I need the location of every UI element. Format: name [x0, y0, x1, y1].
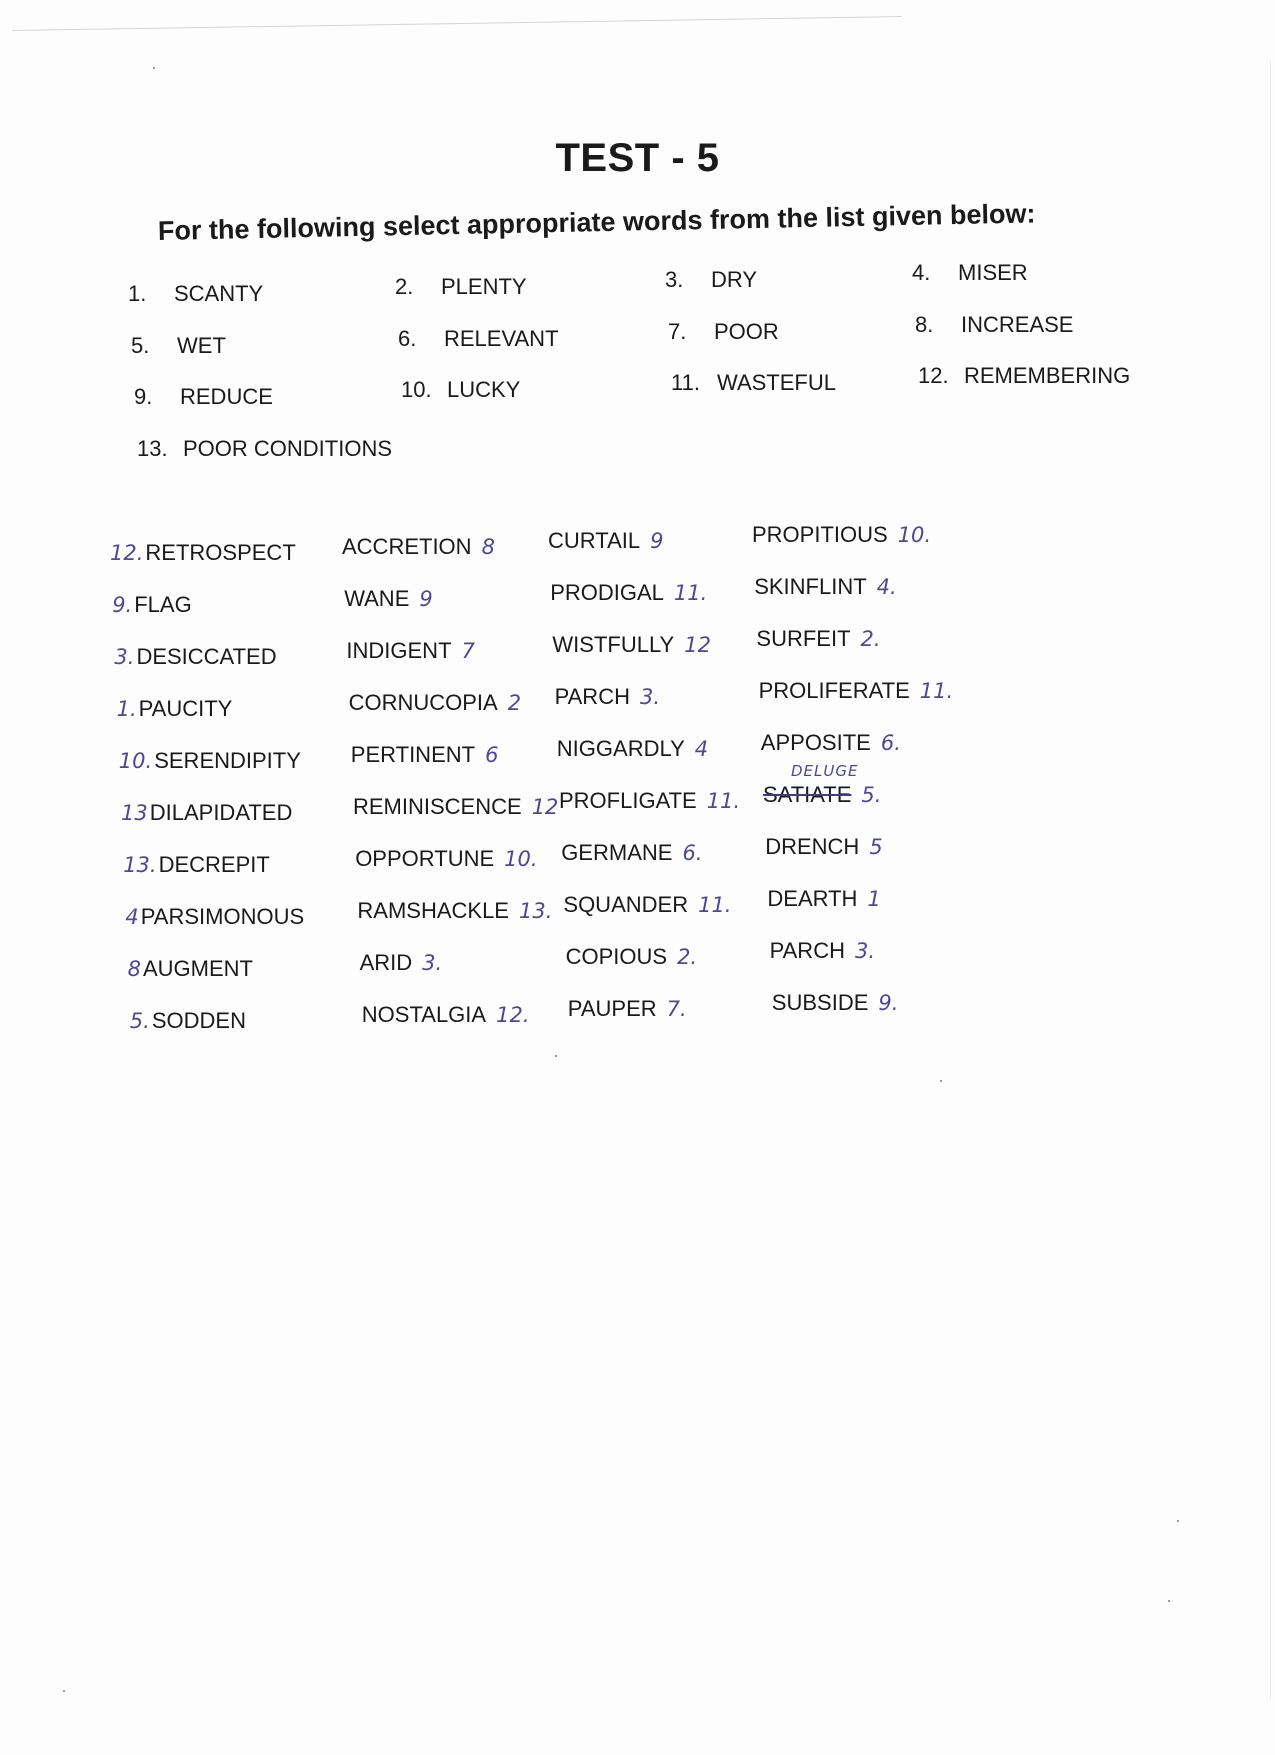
- handwritten-answer: 12.: [496, 1003, 530, 1027]
- match-word: DEARTH: [767, 886, 858, 911]
- handwritten-answer: 6.: [880, 731, 901, 755]
- match-row: [119, 748, 301, 774]
- handwritten-answer: 11.: [706, 789, 741, 813]
- match-word: CORNUCOPIA: [348, 690, 498, 715]
- match-word: FLAG: [134, 592, 192, 617]
- match-row: [555, 684, 660, 710]
- handwritten-answer: 5.: [861, 783, 882, 807]
- match-row: [128, 956, 253, 982]
- match-row: [765, 834, 883, 860]
- match-word: WISTFULLY: [552, 632, 675, 657]
- match-word: SODDEN: [151, 1008, 246, 1033]
- match-row: [754, 574, 897, 600]
- match-row: [117, 696, 233, 722]
- scan-speck: [1168, 1600, 1170, 1602]
- handwritten-answer: 10.: [897, 523, 932, 547]
- key-item-word: WET: [177, 333, 226, 358]
- match-row: [772, 990, 899, 1016]
- match-row: [346, 638, 475, 664]
- match-row: [770, 938, 875, 964]
- match-word: REMINISCENCE: [353, 794, 522, 819]
- key-item-number: 7.: [668, 319, 687, 344]
- scan-speck: [63, 1690, 65, 1692]
- match-row: [557, 736, 708, 762]
- match-word: SURFEIT: [756, 626, 851, 651]
- handwritten-answer: 10.: [504, 847, 538, 871]
- scan-speck: [153, 67, 155, 69]
- handwritten-answer: 9.: [112, 593, 133, 617]
- match-word: GERMANE: [561, 840, 673, 865]
- match-word: NOSTALGIA: [361, 1002, 487, 1027]
- handwritten-answer: 1: [867, 887, 881, 911]
- match-word: AUGMENT: [142, 956, 253, 981]
- match-row: [123, 852, 270, 878]
- match-word: INDIGENT: [346, 638, 452, 663]
- key-item-word: MISER: [958, 260, 1028, 285]
- match-word: PROPITIOUS: [752, 522, 888, 547]
- match-row: [121, 800, 292, 826]
- match-row: [548, 528, 663, 554]
- match-row: [353, 794, 558, 820]
- match-row: [355, 846, 537, 872]
- match-word: DECREPIT: [158, 852, 270, 877]
- match-word: DILAPIDATED: [149, 800, 293, 825]
- handwritten-answer: 13.: [518, 899, 553, 923]
- key-item-word: REMEMBERING: [964, 363, 1131, 388]
- handwritten-answer: 2.: [677, 945, 698, 969]
- handwritten-answer: 12: [531, 795, 559, 819]
- scan-speck: [940, 1080, 942, 1082]
- match-word: DESICCATED: [136, 644, 277, 669]
- key-item-number: 10.: [401, 377, 432, 402]
- match-word: PARCH: [554, 684, 630, 709]
- match-row: [759, 678, 954, 704]
- handwritten-answer: 12: [684, 633, 711, 657]
- handwritten-answer: 9.: [878, 991, 899, 1015]
- key-item-number: 5.: [131, 333, 150, 358]
- match-row: [342, 534, 495, 560]
- match-word: NIGGARDLY: [556, 736, 685, 761]
- match-word: PAUCITY: [138, 696, 233, 721]
- match-row: [351, 742, 499, 768]
- key-item-word: SCANTY: [174, 281, 264, 306]
- match-row: [125, 904, 304, 930]
- handwritten-answer: 13: [121, 801, 148, 825]
- match-word: PARCH: [769, 938, 845, 963]
- match-word: PROLIFERATE: [758, 678, 910, 703]
- instructions: For the following select appropriate words from the list given below:: [157, 198, 1036, 246]
- key-item-number: 12.: [918, 363, 949, 388]
- handwritten-answer: 4: [125, 905, 139, 929]
- handwritten-answer: 4: [694, 737, 709, 761]
- match-row: [114, 644, 276, 670]
- key-item-word: REDUCE: [180, 384, 273, 409]
- match-row: [130, 1008, 246, 1034]
- handwritten-answer: 3.: [114, 645, 135, 669]
- match-row: [568, 996, 687, 1022]
- match-row: [767, 886, 880, 912]
- key-item-number: 4.: [912, 260, 931, 285]
- match-row: [763, 782, 881, 808]
- key-item-word: POOR CONDITIONS: [183, 436, 393, 461]
- match-word: RAMSHACKLE: [357, 898, 509, 923]
- handwritten-answer: 3.: [854, 939, 876, 963]
- key-item-word: DRY: [711, 267, 758, 292]
- match-row: [110, 540, 296, 566]
- match-row: [756, 626, 880, 652]
- match-row: [566, 944, 698, 970]
- key-item-word: LUCKY: [447, 377, 521, 402]
- key-item-number: 11.: [671, 370, 700, 395]
- handwritten-answer: 7: [461, 639, 475, 663]
- handwritten-answer: 5: [869, 835, 883, 859]
- match-word: WANE: [344, 586, 410, 611]
- key-item-word: POOR: [714, 319, 779, 344]
- match-word: PERTINENT: [350, 742, 476, 767]
- handwritten-answer: 8: [481, 535, 495, 559]
- key-item-word: INCREASE: [961, 312, 1074, 337]
- handwritten-answer: 6.: [682, 841, 703, 865]
- match-word: PARSIMONOUS: [140, 904, 305, 929]
- key-item-number: 6.: [398, 326, 417, 351]
- match-word: CURTAIL: [548, 528, 641, 553]
- match-word: RETROSPECT: [145, 540, 296, 565]
- match-word: PROFLIGATE: [559, 788, 697, 813]
- page-title: TEST - 5: [555, 136, 720, 180]
- match-row: [357, 898, 552, 924]
- handwritten-answer: 3.: [639, 685, 661, 709]
- key-item-number: 2.: [395, 274, 414, 299]
- key-item-word: WASTEFUL: [717, 370, 836, 395]
- match-row: [550, 580, 707, 606]
- handwritten-answer: 4.: [876, 575, 897, 599]
- handwritten-answer: 2.: [860, 627, 881, 651]
- key-item-number: 1.: [128, 281, 147, 306]
- match-row: [349, 690, 522, 716]
- key-item-word: RELEVANT: [444, 326, 559, 351]
- handwritten-answer: 2: [507, 691, 522, 715]
- match-row: [559, 788, 740, 814]
- match-row: [362, 1002, 530, 1028]
- handwritten-answer: 5.: [129, 1009, 150, 1033]
- handwritten-answer: 8: [127, 957, 141, 981]
- key-item-number: 8.: [915, 312, 934, 337]
- match-word: PAUPER: [567, 996, 657, 1021]
- match-word: DRENCH: [765, 834, 860, 859]
- key-item-number: 13.: [137, 436, 168, 461]
- key-item-number: 9.: [134, 384, 153, 409]
- handwritten-correction: DELUGE: [791, 762, 859, 780]
- match-word: OPPORTUNE: [355, 846, 495, 871]
- handwritten-answer: 7.: [666, 997, 687, 1021]
- match-row: [552, 632, 711, 658]
- handwritten-answer: 10.: [118, 749, 153, 773]
- handwritten-answer: 3.: [422, 951, 443, 975]
- match-row: [561, 840, 702, 866]
- match-word: SATIATE: [763, 782, 852, 807]
- handwritten-answer: 11.: [673, 581, 708, 605]
- match-word: SKINFLINT: [754, 574, 867, 599]
- handwritten-answer: 12.: [110, 541, 144, 565]
- match-row: [752, 522, 931, 548]
- handwritten-answer: 9: [419, 587, 433, 611]
- match-word: COPIOUS: [565, 944, 668, 969]
- match-word: ARID: [359, 950, 413, 975]
- match-row: [344, 586, 433, 612]
- match-row: [360, 950, 443, 976]
- key-item-number: 3.: [665, 267, 684, 292]
- match-word: SERENDIPITY: [154, 748, 301, 773]
- handwritten-answer: 1.: [116, 697, 137, 721]
- handwritten-answer: 9: [650, 529, 664, 553]
- handwritten-answer: 6: [485, 743, 499, 767]
- key-item-word: PLENTY: [441, 274, 527, 299]
- match-word: APPOSITE: [760, 730, 871, 755]
- match-word: SQUANDER: [563, 892, 689, 917]
- scan-speck: [1177, 1520, 1179, 1522]
- match-row: [112, 592, 192, 618]
- handwritten-answer: 13.: [123, 853, 157, 877]
- scan-speck: [555, 1055, 557, 1057]
- handwritten-answer: 11.: [919, 679, 954, 703]
- handwritten-answer: 11.: [698, 893, 732, 917]
- match-row: [563, 892, 731, 918]
- match-word: PRODIGAL: [550, 580, 664, 605]
- match-word: SUBSIDE: [771, 990, 869, 1015]
- match-row: [761, 730, 901, 756]
- match-word: ACCRETION: [342, 534, 472, 559]
